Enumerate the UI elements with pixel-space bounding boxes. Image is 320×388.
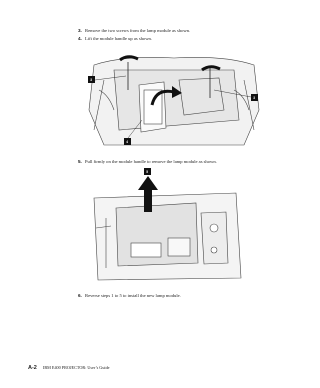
callout-label: 4 [126, 140, 129, 144]
step-4 [78, 36, 152, 42]
step-number: 6. [78, 293, 82, 298]
step-text: Pull firmly on the module handle to remove the lamp module as shown. [85, 159, 217, 164]
step-text: Reverse steps 1 to 5 to install the new lamp module. [85, 293, 181, 298]
step-text: Remove the two screws from the lamp module as shown. [85, 28, 191, 33]
arrow-shaft [144, 188, 152, 212]
step-number: 5. [78, 159, 82, 164]
figure-pull-module [86, 168, 246, 286]
arrow-head [138, 176, 158, 190]
callout-label: 3 [253, 96, 256, 100]
step-3 [78, 28, 190, 34]
callout-label: 3 [90, 78, 93, 82]
page-number: A-2 [28, 365, 37, 371]
callout-label: 5 [146, 170, 149, 174]
step-6 [78, 293, 181, 299]
step-number: 4. [78, 36, 82, 41]
footer-title: IBM E400 PROJECTOR: User’s Guide [42, 365, 110, 370]
step-number: 3. [78, 28, 82, 33]
page-footer [28, 365, 110, 371]
callout-pull [144, 168, 151, 175]
figure-remove-screws [84, 50, 264, 152]
step-5 [78, 159, 217, 165]
step-text: Lift the module handle up as shown. [85, 36, 152, 41]
